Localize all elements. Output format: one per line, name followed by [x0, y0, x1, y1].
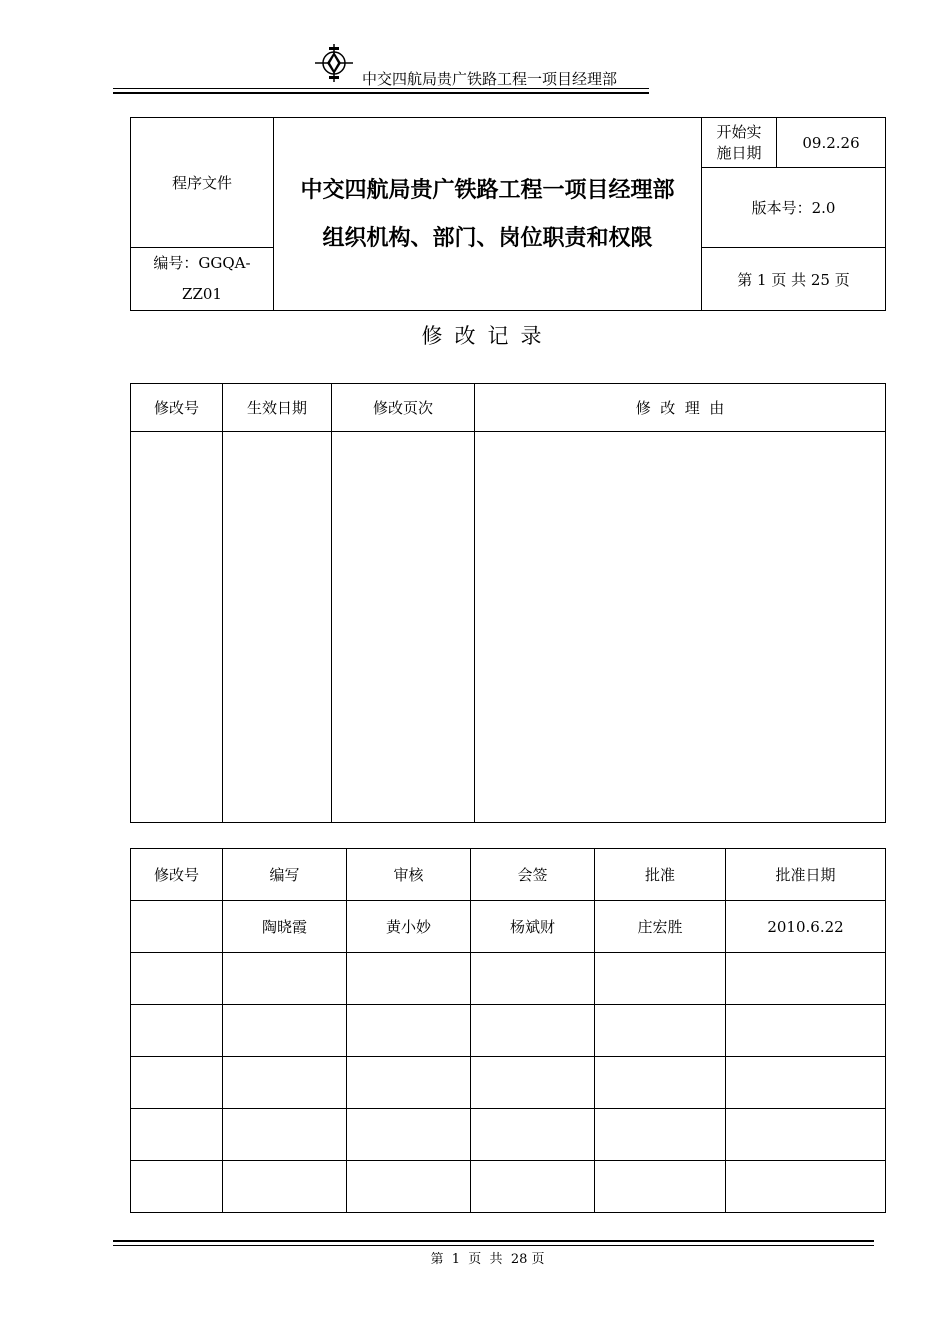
approval-header-cell: 批准日期	[726, 849, 886, 901]
revision-record-title: 修改记录	[421, 324, 554, 348]
approval-cell	[223, 1057, 347, 1109]
version-cell: 版本号：2.0	[702, 168, 886, 248]
approval-cell	[347, 1109, 471, 1161]
title-block-table	[130, 117, 886, 311]
header-rule	[113, 88, 649, 89]
doc-title-line2: 组织机构、部门、岗位职责和权限	[322, 225, 653, 251]
doc-number-cell: 编号：GGQA-ZZ01	[131, 248, 274, 311]
approval-cell	[726, 1161, 886, 1213]
company-logo-icon	[314, 43, 354, 83]
approval-cell	[223, 1005, 347, 1057]
approval-cell	[471, 953, 595, 1005]
approval-cell: 黄小妙	[347, 901, 471, 953]
approval-row	[131, 1161, 886, 1213]
approval-cell	[471, 1109, 595, 1161]
approval-cell	[595, 1057, 726, 1109]
approval-cell: 杨斌财	[471, 901, 595, 953]
approval-table	[130, 848, 886, 1213]
doc-title-cell	[274, 118, 702, 311]
approval-cell	[471, 1057, 595, 1109]
approval-header-cell: 批准	[595, 849, 726, 901]
revision-header-cell: 修改页次	[332, 384, 475, 432]
approval-cell	[726, 953, 886, 1005]
footer-rule	[113, 1245, 874, 1246]
approval-cell	[131, 1161, 223, 1213]
approval-cell	[595, 1005, 726, 1057]
start-date-value: 09.2.26	[777, 118, 886, 168]
approval-header-cell: 编写	[223, 849, 347, 901]
revision-cell	[223, 432, 332, 823]
approval-cell	[347, 1005, 471, 1057]
approval-cell	[131, 953, 223, 1005]
approval-cell	[471, 1005, 595, 1057]
approval-cell	[595, 953, 726, 1005]
approval-header-row	[131, 849, 886, 901]
approval-cell	[471, 1161, 595, 1213]
approval-cell	[595, 1109, 726, 1161]
approval-cell	[131, 1057, 223, 1109]
approval-row	[131, 953, 886, 1005]
revision-header-cell: 修改号	[131, 384, 223, 432]
approval-cell	[131, 1005, 223, 1057]
approval-row	[131, 901, 886, 953]
footer-page-number: 第 1 页 共 28 页	[430, 1252, 545, 1267]
header-rule-thick	[113, 92, 649, 94]
start-date-label: 开始实施日期	[702, 118, 777, 168]
approval-cell: 庄宏胜	[595, 901, 726, 953]
header-company-name: 中交四航局贵广铁路工程一项目经理部	[362, 70, 618, 88]
approval-cell	[726, 1109, 886, 1161]
approval-row	[131, 1005, 886, 1057]
approval-header-cell: 审核	[347, 849, 471, 901]
approval-header-cell: 会签	[471, 849, 595, 901]
approval-row	[131, 1109, 886, 1161]
footer-rule-thick	[113, 1240, 874, 1242]
approval-row	[131, 1057, 886, 1109]
approval-cell	[347, 953, 471, 1005]
revision-cell	[332, 432, 475, 823]
approval-cell	[223, 1109, 347, 1161]
approval-cell	[347, 1057, 471, 1109]
page-count-cell: 第 1 页 共 25 页	[702, 248, 886, 311]
approval-cell	[223, 953, 347, 1005]
approval-cell	[131, 1109, 223, 1161]
doc-title-line1: 中交四航局贵广铁路工程一项目经理部	[300, 177, 675, 203]
revision-cell	[131, 432, 223, 823]
revision-header-cell: 修 改 理 由	[475, 384, 886, 432]
doc-type-cell: 程序文件	[131, 118, 274, 248]
approval-cell	[726, 1057, 886, 1109]
revision-cell	[475, 432, 886, 823]
approval-cell	[595, 1161, 726, 1213]
approval-cell	[347, 1161, 471, 1213]
approval-cell: 2010.6.22	[726, 901, 886, 953]
approval-cell	[726, 1005, 886, 1057]
revision-table	[130, 383, 886, 823]
revision-header-cell: 生效日期	[223, 384, 332, 432]
approval-cell: 陶晓霞	[223, 901, 347, 953]
approval-header-cell: 修改号	[131, 849, 223, 901]
approval-cell	[223, 1161, 347, 1213]
approval-cell	[131, 901, 223, 953]
